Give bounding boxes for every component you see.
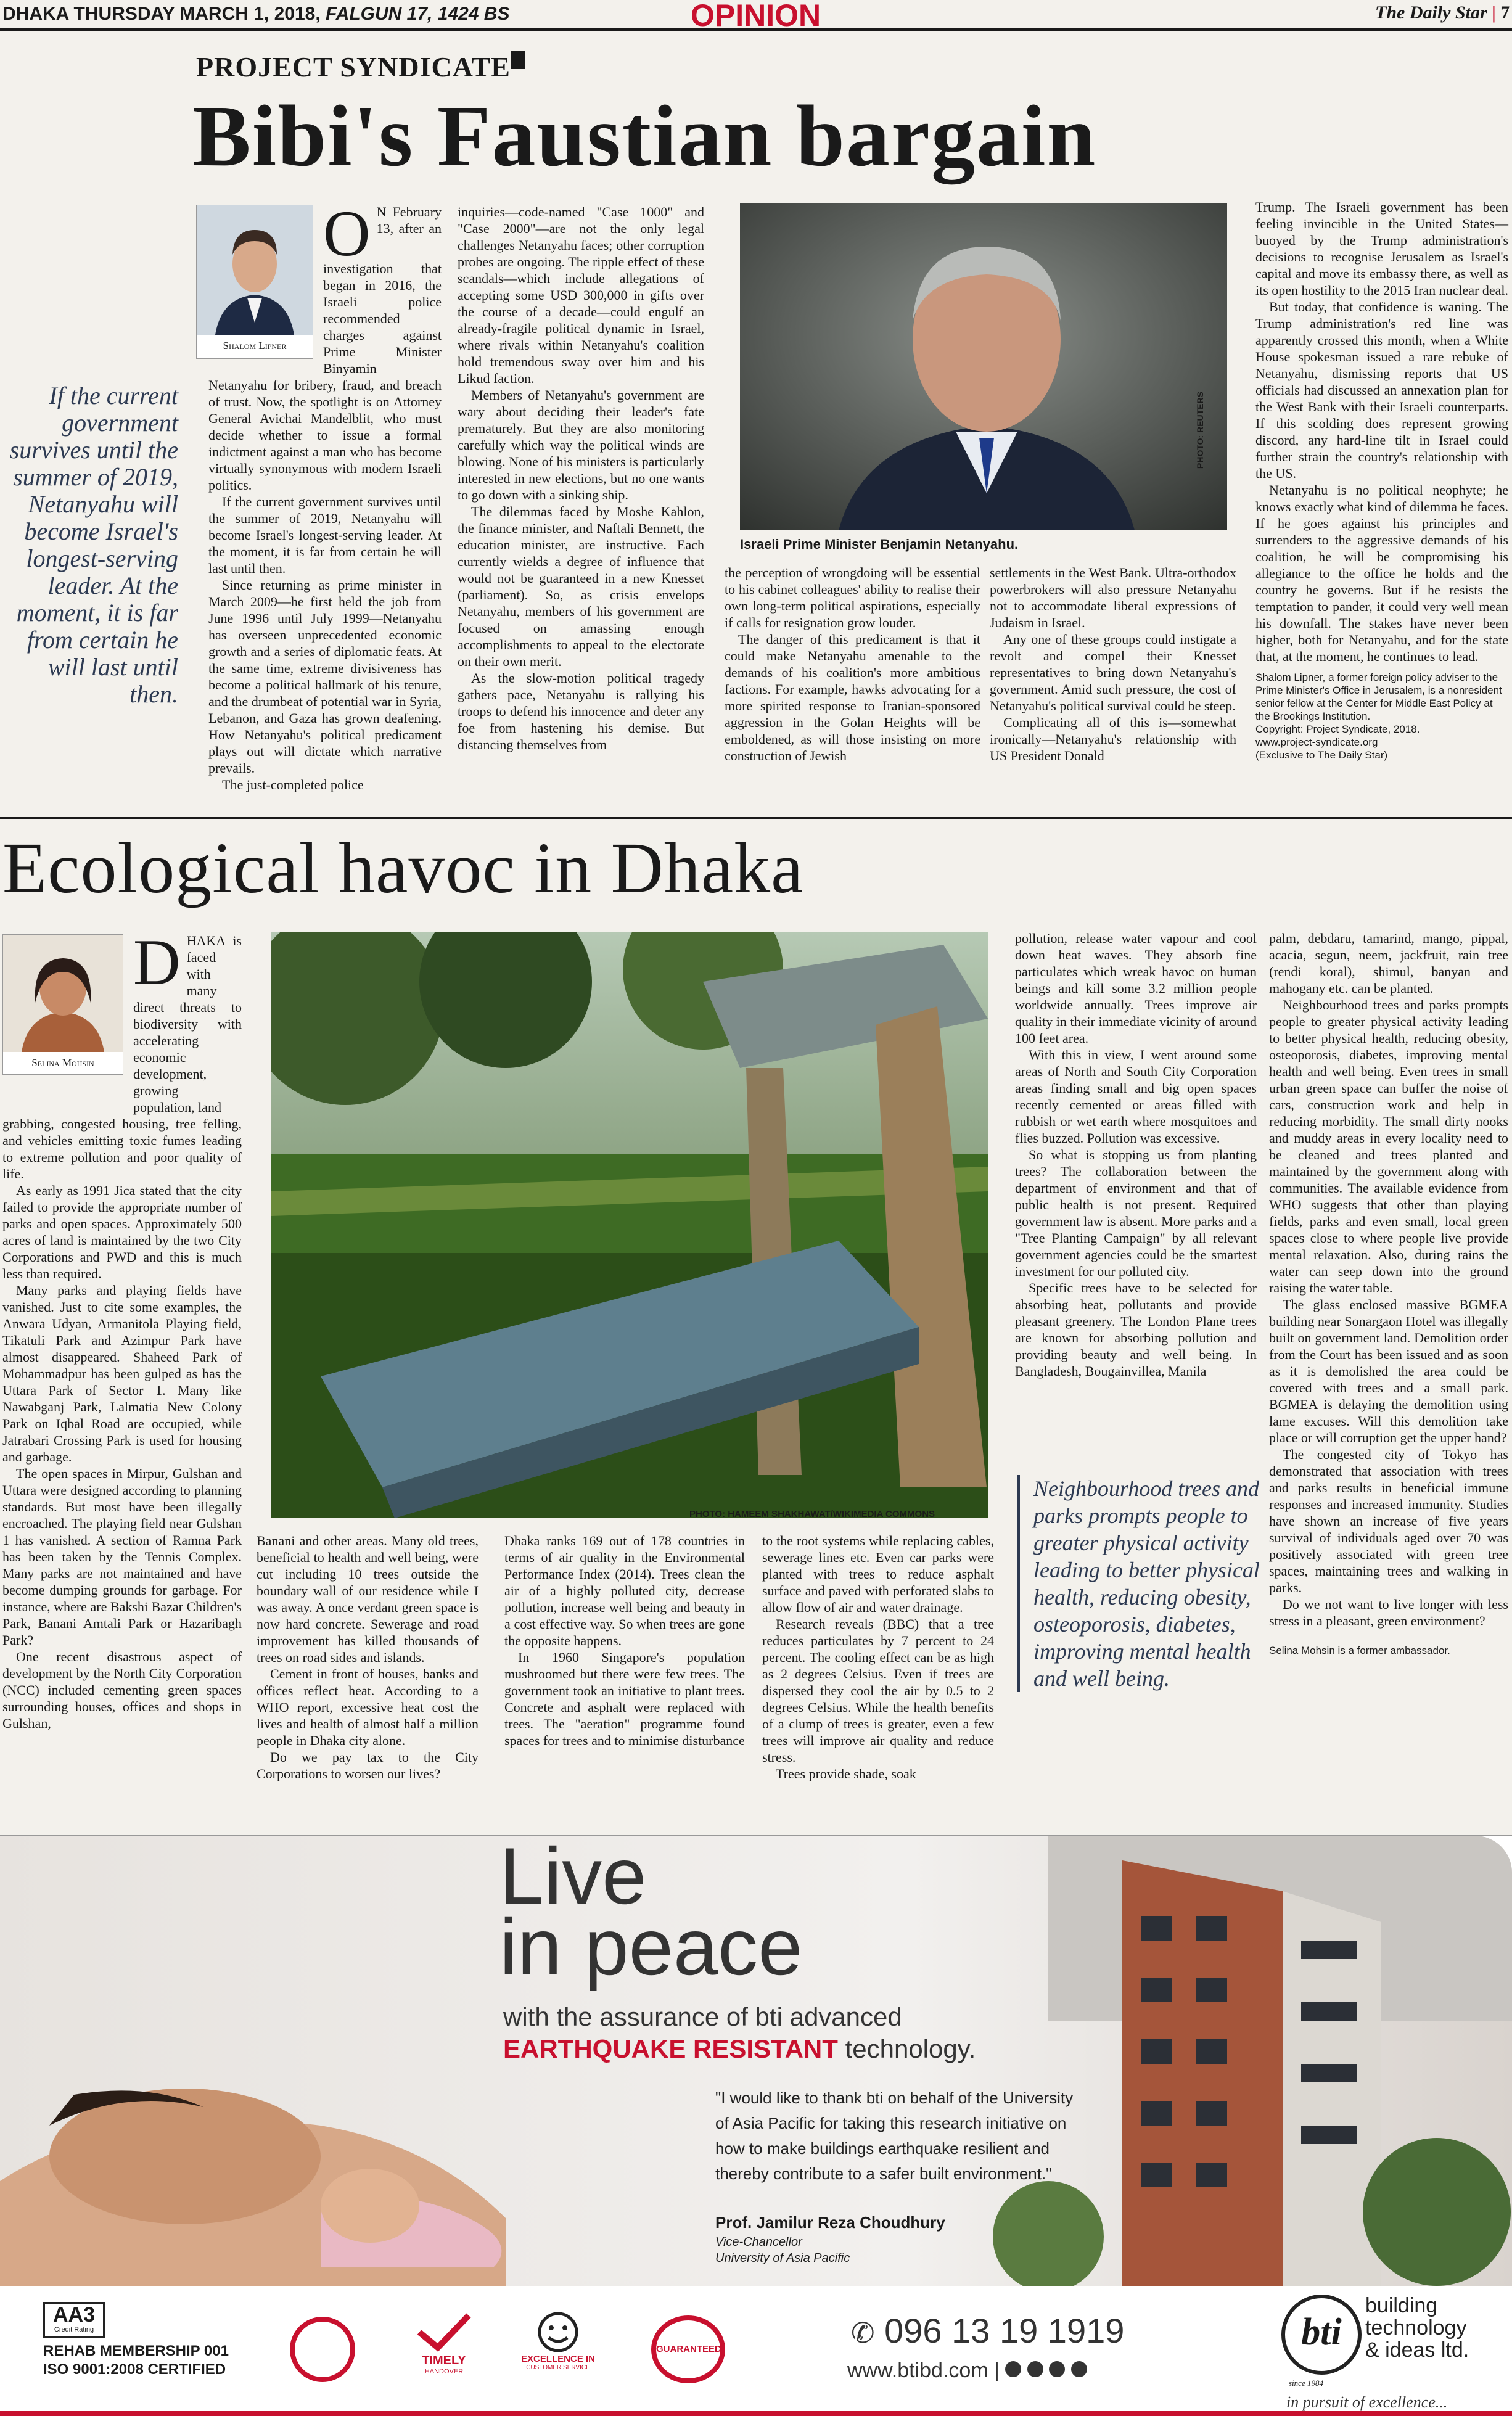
paper-name: The Daily Star | 7 — [1375, 2, 1510, 23]
timely-handover-badge: TIMELY HANDOVER — [407, 2311, 481, 2375]
article-divider — [0, 817, 1512, 819]
excellence-badge: EXCELLENCE IN CUSTOMER SERVICE — [518, 2311, 598, 2371]
instagram-icon[interactable] — [1071, 2361, 1087, 2377]
article-2-column-4: to the root systems while replacing cables, sewerage lines etc. Even car parks were planted with trees to reduce asphalt surface and paved with perforated slabs to allow flow of air and water drainage. Research reveals (BBC) that a tree reduces particulates by 7 percent to 24 percent. The cooling effect can be as high as 2 degrees Celsius. Even if trees are dispersed they cool the air by 0.5 to 2 degrees Celsius. While the health benefits of a clump of trees is greater, even a few trees will improve air quality and reduce stress. Trees provide shade, soak — [762, 1533, 994, 1781]
footer-bar — [0, 2411, 1512, 2416]
netanyahu-photo-caption: Israeli Prime Minister Benjamin Netanyahu. — [740, 536, 1019, 552]
smile-icon — [518, 2311, 598, 2354]
dateline: DHAKA THURSDAY MARCH 1, 2018, FALGUN 17, 1424 BS — [2, 4, 510, 24]
bench-photo — [271, 932, 988, 1518]
article-1-column-5: Trump. The Israeli government has been feeling invincible in the United States—buoyed by the Trump administration's decisions to recognise Jerusalem as Israel's capital and move its embassy there, as well as its open hostility to the 2015 Iran nuclear deal. But today, that confidence is waning. The Trump administration's red line was apparently crossed this month, when a White House spokesman issued a rare rebuke of Netanyahu, dismissing reports that US officials had discussed an annexation plan for the West Bank with their Israeli counterparts. If this scolding does represent growing discord, any hard-line tilt in Israel could further strain the country's relationship with the US. Netanyahu is no political neophyte; he knows exactly what kind of dilemma he faces. If he goes against his principles and surrenders to the aggressive demands of his coalition, he will be compromising his allegiance to the office he holds and the country he governs. But if he resists the temptation to pander, it could very well mean his downfall. The stakes have never been higher, both for Netanyahu, and for the state that, at the moment, he continues to lead. Shalom Lipner, a former foreign policy adviser to the Prime Minister's Office in Jerusalem, is a nonresident senior fellow at the Center for Middle East Policy at the Brookings Institution. Copyright: Project Syndicate, 2018. www.project-syndicate.org (Exclusive to The Daily Star) — [1255, 199, 1508, 761]
ad-testimonial-org: University of Asia Pacific — [715, 2251, 850, 2265]
article-1-column-2: inquiries—code-named "Case 1000" and "Case 2000"—are not the only legal challenges Netanyahu faces; other corruption probes are ongoing. The ripple effect of these scandals—which include allegations of accepting some USD 300,000 in gifts over the course of a decade—could engulf an already-fragile political dynamic in Israel, where rivals within Netanyahu's coalition hold tremendous sway over him and his Likud faction. Members of Netanyahu's government are wary about deciding their leader's fate prematurely. But they are also monitoring carefully which way the political winds are blowing. None of his ministers is particularly interested in new elections, but no one wants to go down with a sinking ship. The dilemmas faced by Moshe Kahlon, the finance minister, and Naftali Bennett, the education minister, are instructive. Each currently wields a degree of influence that would not be guaranteed in a new Knesset (parliament). So, as crisis envelops Netanyahu, members of his government are focused on amassing enough accomplishments to appeal to the electorate on their own merit. As the slow-motion political tragedy gathers pace, Netanyahu is rallying his troops to defend his innocence and deter any foe from hastening his demise. But distancing themselves from — [458, 204, 704, 752]
article-2-column-6: palm, debdaru, tamarind, mango, pippal, acacia, segun, neem, jackfruit, rain tree (rendi koral), shimul, banyan and mahogany etc. can be planted. Neighbourhood trees and parks prompts people to greater physical activity leading to better physical health, reducing obesity, osteoporosis, diabetes, improving mental health and well being. Even trees in small urban green space can buffer the noise of cars, construction work and help in reducing morbidity. The small dirty nooks and muddy areas in every locality need to be cleaned and trees planted and maintained by the government along with communities. The available evidence from WHO suggests that other than playing fields, parks and even small, local green spaces close to where people live provide mental relaxation. Also, during rains the water can seep down into the ground raising the water table. The glass enclosed massive BGMEA building near Sonargaon Hotel was illegally built on government land. Demolition order from the Court has been issued and as soon as it is demolished the area could be covered with trees and a small park. BGMEA is delaying the demolition using lame excuses. Will this demolition take place or will corruption get the upper hand? The congested city of Tokyo has demonstrated that association with trees and parks results in beneficial immune responses and increased immunity. Studies have shown an increase of five years survival of individuals aged over 70 was positively associated with green tree spaces, maintaining trees and walking in parks. Do we not want to live longer with less stress in a pleasant, green environment? Selina Mohsin is a former ambassador. — [1269, 930, 1508, 1659]
article-1-bio: Shalom Lipner, a former foreign policy adviser to the Prime Minister's Office in Jerusalem, is a nonresident senior fellow at the Center for Middle East Policy at the Brookings Institution. Copyright: Project Syndicate, 2018. www.project-syndicate.org (Exclusive to The Daily Star) — [1255, 672, 1502, 761]
lead-text: N February 13, after an investigation that began in 2016, the Israeli police recommended charges against Prime Minister Binyamin — [323, 204, 442, 376]
article-1-pullquote: If the current government survives until the summer of 2019, Netanyahu will become Israel's longest-serving leader. At the moment, it is far from certain he will last until then. — [9, 382, 178, 708]
article-2-column-5: pollution, release water vapour and cool down heat waves. They absorb fine particulates which wreak havoc on human beings and kill some 3.2 million people worldwide annually. Trees improve air quality in their immediate vicinity of around 100 feet area. With this in view, I went around some areas of North and South City Corporation areas finding small and big open spaces recently cemented or areas filled with rubbish or wet earth where mosquitoes and flies buzzed. Pollution was excessive. So what is stopping us from planting trees? The collaboration between the department of environment and that of public health is not present. Required government law is absent. More parks and a "Tree Planting Campaign" by all relevant government agencies could be the smartest investment for our polluted city. Specific trees have to be selected for absorbing heat, pollutants and provide pleasant greenery. The London Plane trees are known for absorbing pollution and providing beauty and well being. In Bangladesh, Bougainvillea, Manila — [1015, 931, 1257, 1379]
website[interactable]: www.btibd.com | — [847, 2359, 1087, 2383]
rating-badge: AA3 Credit Rating — [43, 2302, 105, 2338]
article-2-column-2: Banani and other areas. Many old trees, beneficial to health and well being, were cut including 10 trees outside the boundary wall of our residence while I was away. A once verdant green space is now hard concrete. Sewerage and road improvement has killed thousands of trees on road sides and islands. Cement in front of houses, banks and offices reflect heat. According to a WHO report, excessive heat cost the lives and health of almost half a million people in Dhaka city alone. Do we pay tax to the City Corporations to worsen our lives? — [257, 1533, 479, 1781]
ad-testimonial-title: Vice-Chancellor — [715, 2235, 802, 2249]
bench-photo-credit: PHOTO: HAMEEM SHAKHAWAT/WIKIMEDIA COMMONS — [689, 1509, 935, 1519]
ad-testimonial: "I would like to thank bti on behalf of the University of Asia Pacific for taking this research initiative on how to make buildings earthquake resilient and thereby contribute to a safer built environment." — [715, 2089, 1074, 2183]
ad-footer — [0, 2286, 1512, 2416]
ad-testimonial-name: Prof. Jamilur Reza Choudhury — [715, 2213, 945, 2232]
iso-certification: ISO 9001:2008 CERTIFIED — [43, 2361, 226, 2378]
section-label: OPINION — [691, 0, 821, 33]
linkedin-icon[interactable] — [1049, 2361, 1065, 2377]
rehab-membership: REHAB MEMBERSHIP 001 — [43, 2343, 229, 2359]
netanyahu-photo-credit: PHOTO: REUTERS — [1195, 392, 1205, 469]
author-caption: Shalom Lipner — [223, 340, 287, 351]
article-2-column-1: D HAKA is faced with many direct threats to biodiversity with accelerating economic development, growing population, land grabbing, congested housing, tree felling, and vehicles emitting toxic fumes leading to extreme pollution and poor quality of life. As early as 1991 Jica stated that the city failed to provide the appropriate number of parks and open spaces. Approximately 500 acres of land is maintained by the two City Corporations and PWD and this is much less than required. Many parks and playing fields have vanished. Just to cite some examples, the Anwara Udyan, Armanitola Playing field, Tikatuli Park and Azimpur Park have almost disappeared. Shaheed Park of Mohammadpur has been gulped as has the Uttara Park of Sector 1. Many like Nawabganj Park, Lalmatia New Colony Park on Iqbal Road are occupied, while Jatrabari Crossing Park is used for housing and garbage. The open spaces in Mirpur, Gulshan and Uttara were designed according to planning standards. But most have been illegally encroached. The playing field near Gulshan 1 has vanished. A section of Ramna Park has been taken by the Tennis Complex. Many parks are not maintained and have become dumping grounds for garbage. For instance, where are Bakshi Bazar Children's Park, Banani Amtali Park or Hazaribagh Park? One recent disastrous aspect of development by the North City Corporation (NCC) included cementing green spaces surrounding houses, offices and shops in Gulshan, — [2, 926, 242, 1731]
bti-logo: bti — [1281, 2295, 1362, 2375]
article-2-column-3: Dhaka ranks 169 out of 178 countries in terms of air quality in the Environmental Performance Index (2014). Trees clean the air of a highly polluted city, decrease pollution, increase well being and beauty in a cost effective way. So when trees are gone the opposite happens. In 1960 Singapore's population mushroomed but there were few trees. The government took an initiative to plant trees. Concrete and asphalt were replaced with trees. The "aeration" programme found spaces for trees and to minimise disturbance — [504, 1533, 745, 1748]
bti-since: since 1984 — [1289, 2378, 1323, 2388]
ad-headline-2: in peace — [499, 1902, 803, 1992]
phone-number: ✆ 096 13 19 1919 — [851, 2311, 1125, 2350]
ad-subline-2: EARTHQUAKE RESISTANT technology. — [503, 2034, 976, 2063]
guaranteed-badge: GUARANTEED — [651, 2315, 725, 2383]
ad-subline-1: with the assurance of bti advanced — [503, 2002, 902, 2031]
article-2-bio: Selina Mohsin is a former ambassador. — [1269, 1637, 1508, 1659]
facebook-icon[interactable] — [1005, 2361, 1021, 2377]
bti-advertisement — [0, 1831, 1512, 2415]
lead-text: HAKA is faced with many direct threats to biodiversity with accelerating economic development, growing population, land — [133, 933, 242, 1115]
phone-icon: ✆ — [851, 2317, 875, 2349]
article-1-column-1: O N February 13, after an investigation that began in 2016, the Israeli police recommended charges against Prime Minister Binyamin Netanyahu for bribery, fraud, and breach of trust. Now, the spotlight is on Attorney General Avichai Mandelblit, who must decide whether to issue a formal indictment against a man who has become virtually synonymous with modern Israeli politics. If the current government survives until the summer of 2019, Netanyahu will become Israel's longest-serving leader. At the moment, it is far from certain he will last until then. Since returning as prime minister in March 2009—he first held the job from June 1996 until July 1999—Netanyahu has overseen unprecedented economic growth and a series of diplomatic feats. At the same time, extreme divisiveness has become a political hallmark of his tenure, and the drumbeat of potential war in Syria, Lebanon, and Gaza has grown deafening. How Netanyahu's political predicament plays out will dictate which narrative prevails. The just-completed police — [208, 197, 442, 792]
bti-brand-text: building technology & ideas ltd. — [1365, 2294, 1469, 2362]
syndicate-mark-icon — [511, 51, 525, 69]
masthead — [0, 0, 1512, 31]
article-1-headline: Bibi's Faustian bargain — [192, 87, 1097, 184]
author-caption: Selina Mohsin — [31, 1057, 94, 1069]
article-1-column-4: settlements in the West Bank. Ultra-orthodox powerbrokers will also pressure Netanyahu not to accommodate liberal expressions of Judaism in Israel. Any one of these groups could instigate a revolt and compel their Knesset representatives to bring down Netanyahu's government. Amid such pressure, the cost of Netanyahu's political survival could be steep. Complicating all of this is—somewhat ironically—Netanyahu's relationship with US President Donald — [990, 565, 1236, 763]
dropcap: O — [323, 197, 371, 269]
ad-headline-1: Live — [499, 1831, 647, 1921]
dropcap: D — [133, 926, 181, 998]
article-2-headline: Ecological havoc in Dhaka — [2, 828, 804, 908]
netanyahu-photo — [740, 203, 1227, 530]
seal-badge-icon — [290, 2317, 355, 2382]
article-1-column-3: the perception of wrongdoing will be essential to his cabinet colleagues' ability to realise their own long-term political aspirations, especially if calls for resignation grow louder. The danger of this predicament is that it could make Netanyahu amenable to the demands of his coalition's more ambitious factions. For example, hawks advocating for a more spirited response to Iranian-sponsored aggression in the Golan Heights will be emboldened, as will those insisting on more construction of Jewish — [725, 565, 980, 763]
check-icon — [407, 2311, 481, 2354]
article-2-pullquote: Neighbourhood trees and parks prompts people to greater physical activity leading to better physical health, reducing obesity, osteoporosis, diabetes, improving mental health and well being. — [1017, 1475, 1267, 1692]
article-1-kicker: PROJECT SYNDICATE — [196, 51, 528, 83]
page-number: 7 — [1500, 2, 1510, 23]
youtube-icon[interactable] — [1027, 2361, 1043, 2377]
bti-tagline: in pursuit of excellence... — [1286, 2393, 1448, 2411]
